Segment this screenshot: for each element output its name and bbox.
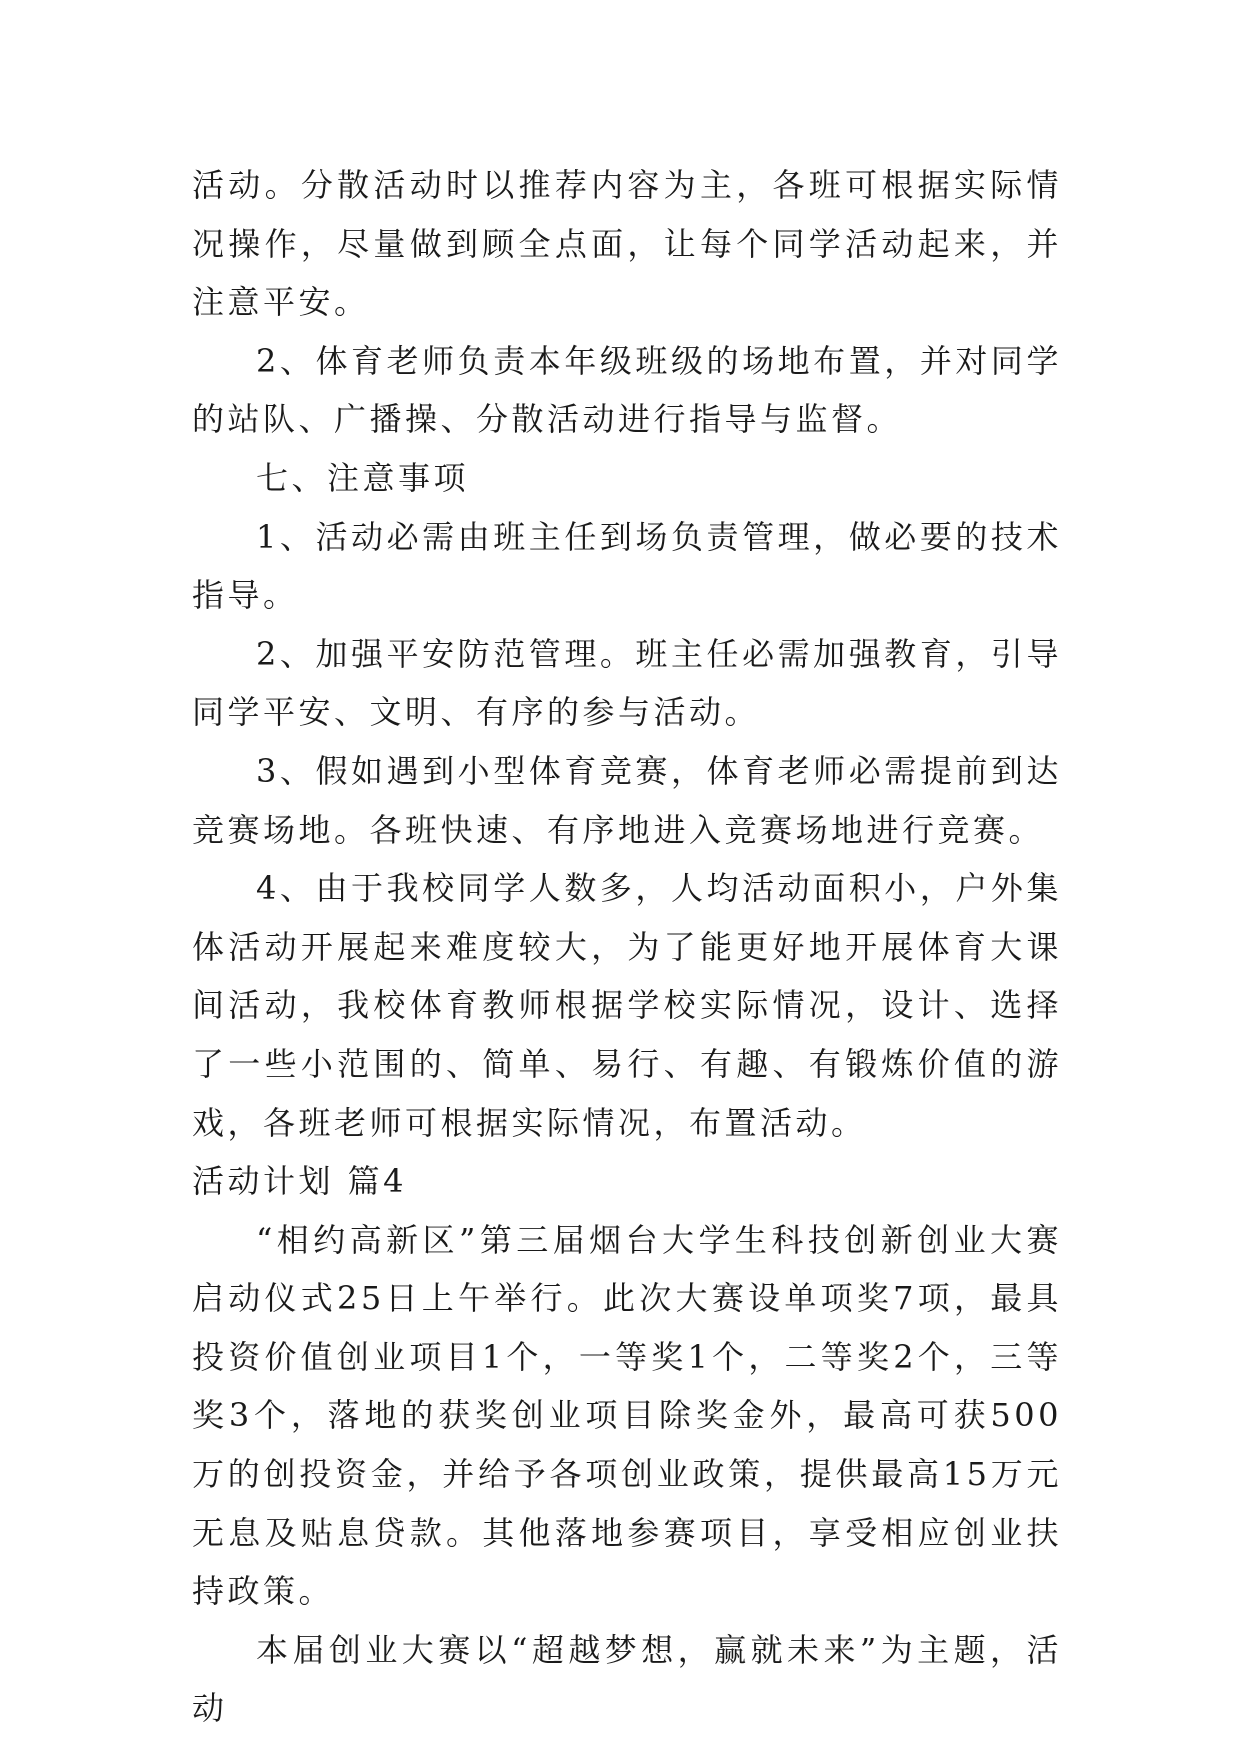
paragraph-note-1: 1、活动必需由班主任到场负责管理，做必要的技术指导。 (192, 517, 1062, 615)
paragraph-contest-theme: 本届创业大赛以“超越梦想，赢就未来”为主题，活动 (192, 1630, 1062, 1728)
document-body (192, 156, 1062, 1738)
paragraph-note-2: 2、加强平安防范管理。班主任必需加强教育，引导同学平安、文明、有序的参与活动。 (192, 634, 1062, 732)
paragraph-contest-intro: “相约高新区”第三届烟台大学生科技创新创业大赛启动仪式25日上午举行。此次大赛设单项奖7项，最具投资价值创业项目1个，一等奖1个，二等奖2个，三等奖3个，落地的获奖创业项目除奖金外，最高可获500万的创投资金，并给予各项创业政策，提供最高15万元无息及贴息贷款。其他落地参赛项目，享受相应创业扶持政策。 (192, 1220, 1062, 1611)
section-heading-notes: 七、注意事项 (256, 458, 470, 497)
paragraph-note-3: 3、假如遇到小型体育竞赛，体育老师必需提前到达竞赛场地。各班快速、有序地进入竞赛场地进行竞赛。 (192, 751, 1062, 849)
paragraph-continued: 活动。分散活动时以推荐内容为主，各班可根据实际情况操作，尽量做到顾全点面，让每个同学活动起来，并注意平安。 (192, 166, 1062, 322)
section-title-plan-4: 活动计划 篇4 (192, 1162, 408, 1201)
paragraph-note-4: 4、由于我校同学人数多，人均活动面积小，户外集体活动开展起来难度较大，为了能更好地开展体育大课间活动，我校体育教师根据学校实际情况，设计、选择了一些小范围的、简单、易行、有趣、有锻炼价值的游戏，各班老师可根据实际情况，布置活动。 (192, 869, 1062, 1142)
paragraph-item-2: 2、体育老师负责本年级班级的场地布置，并对同学的站队、广播操、分散活动进行指导与监督。 (192, 341, 1062, 439)
